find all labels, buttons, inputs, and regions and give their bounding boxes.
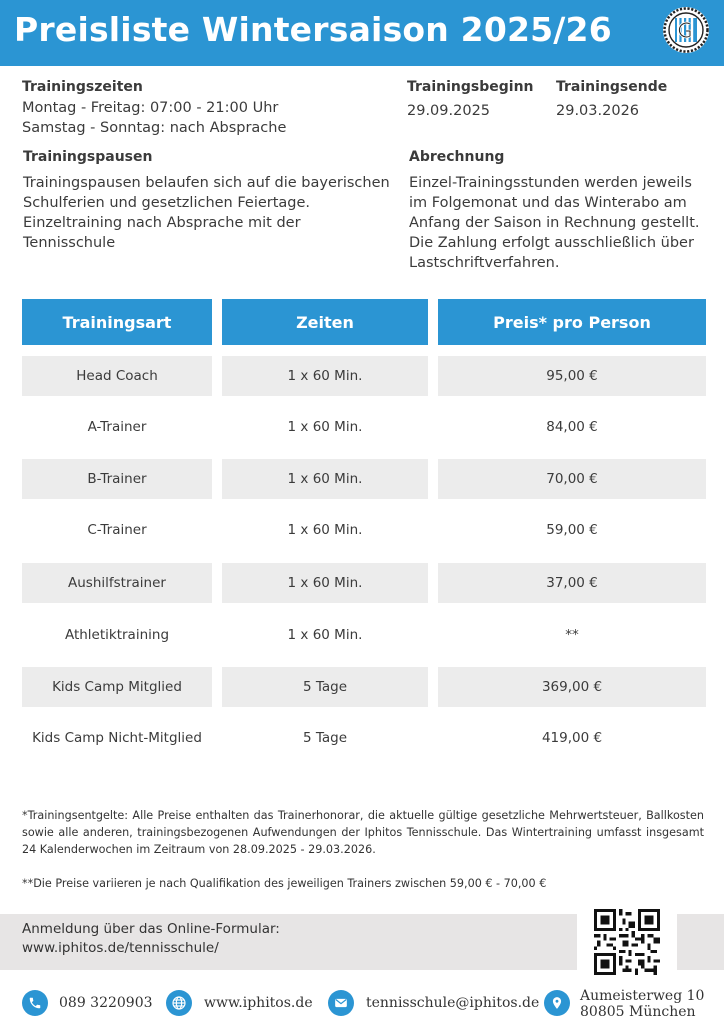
- cell-preis: 70,00 €: [438, 459, 706, 499]
- cell-preis: 37,00 €: [438, 563, 706, 603]
- trainingsende-heading: Trainingsende: [556, 79, 668, 95]
- cell-preis: **: [565, 627, 579, 643]
- trainingsbeginn-value: 29.09.2025: [407, 103, 491, 119]
- abrechnung-heading: Abrechnung: [409, 149, 505, 165]
- page-title: Preisliste Wintersaison 2025/26: [14, 10, 612, 49]
- qr-code-icon[interactable]: [594, 909, 660, 975]
- phone-number[interactable]: 089 3220903: [59, 995, 153, 1011]
- website-link[interactable]: www.iphitos.de: [204, 995, 313, 1011]
- header-bar: [0, 0, 724, 66]
- footnote-preisvariation: **Die Preise variieren je nach Qualifikation des jeweiligen Trainers zwischen 59,00 € - 70,00 €: [22, 877, 547, 890]
- trainingspausen-line-2: Schulferien und gesetzlichen Feiertage.: [23, 195, 311, 211]
- cell-zeiten: 1 x 60 Min.: [287, 419, 363, 435]
- cell-trainingsart: B-Trainer: [22, 459, 212, 499]
- column-header-preis: Preis* pro Person: [438, 299, 706, 345]
- cell-preis: 59,00 €: [546, 522, 598, 538]
- column-header-zeiten: Zeiten: [222, 299, 428, 345]
- club-crest-icon: [662, 6, 710, 54]
- cell-zeiten: 1 x 60 Min.: [287, 627, 363, 643]
- cell-preis: 84,00 €: [546, 419, 598, 435]
- address: [580, 988, 704, 1020]
- address-street: Aumeisterweg 10: [580, 988, 705, 1004]
- cell-preis: 419,00 €: [541, 730, 603, 746]
- email-link[interactable]: tennisschule@iphitos.de: [366, 995, 540, 1011]
- abrechnung-line-3: Anfang der Saison in Rechnung gestellt.: [409, 215, 700, 231]
- footnote-trainingsentgelte: *Trainingsentgelte: Alle Preise enthalten das Trainerhonorar, die aktuelle gültige gesetzliche Mehrwertsteuer, Ballkosten sowie alle anderen, trainingsbezogenen Aufwendungen der Iphitos Tennisschule. Das Wintertraining umfasst insgesamt 24 Kalenderwochen im Zeitraum von 28.09.2025 - 29.03.2026.: [22, 809, 704, 856]
- trainingsende-value: 29.03.2026: [556, 103, 640, 119]
- trainingszeiten-heading: Trainingszeiten: [22, 79, 143, 95]
- phone-icon: [22, 990, 48, 1016]
- cell-zeiten: 1 x 60 Min.: [222, 356, 428, 396]
- abrechnung-line-4: Die Zahlung erfolgt ausschließlich über: [409, 235, 694, 251]
- cell-zeiten: 1 x 60 Min.: [222, 563, 428, 603]
- cell-preis: 369,00 €: [438, 667, 706, 707]
- cell-zeiten: 1 x 60 Min.: [287, 522, 363, 538]
- trainingszeiten-line-1: Montag - Freitag: 07:00 - 21:00 Uhr: [22, 100, 279, 116]
- cell-trainingsart: Kids Camp Nicht-Mitglied: [32, 730, 202, 746]
- trainingspausen-line-1: Trainingspausen belaufen sich auf die bayerischen: [23, 175, 390, 191]
- cell-trainingsart: Head Coach: [22, 356, 212, 396]
- trainingsbeginn-heading: Trainingsbeginn: [407, 79, 534, 95]
- abrechnung-line-2: im Folgemonat und das Winterabo am: [409, 195, 687, 211]
- column-header-trainingsart: Trainingsart: [22, 299, 212, 345]
- mail-icon: [328, 990, 354, 1016]
- cell-preis: 95,00 €: [438, 356, 706, 396]
- location-pin-icon: [544, 990, 570, 1016]
- globe-icon: [166, 990, 192, 1016]
- cell-zeiten: 5 Tage: [222, 667, 428, 707]
- trainingszeiten-line-2: Samstag - Sonntag: nach Absprache: [22, 120, 287, 136]
- registration-link[interactable]: www.iphitos.de/tennisschule/: [22, 940, 219, 956]
- cell-trainingsart: Athletiktraining: [64, 627, 170, 643]
- cell-zeiten: 5 Tage: [302, 730, 348, 746]
- cell-zeiten: 1 x 60 Min.: [222, 459, 428, 499]
- trainingspausen-heading: Trainingspausen: [23, 149, 153, 165]
- abrechnung-line-5: Lastschriftverfahren.: [409, 255, 560, 271]
- address-city: 80805 München: [580, 1004, 696, 1020]
- registration-line-1: Anmeldung über das Online-Formular:: [22, 921, 280, 937]
- cell-trainingsart: Aushilfstrainer: [22, 563, 212, 603]
- cell-trainingsart: A-Trainer: [87, 419, 147, 435]
- abrechnung-line-1: Einzel-Trainingsstunden werden jeweils: [409, 175, 692, 191]
- trainingspausen-line-3: Einzeltraining nach Absprache mit der: [23, 215, 301, 231]
- cell-trainingsart: Kids Camp Mitglied: [22, 667, 212, 707]
- trainingspausen-line-4: Tennisschule: [23, 235, 116, 251]
- cell-trainingsart: C-Trainer: [87, 522, 147, 538]
- registration-text: [22, 920, 280, 958]
